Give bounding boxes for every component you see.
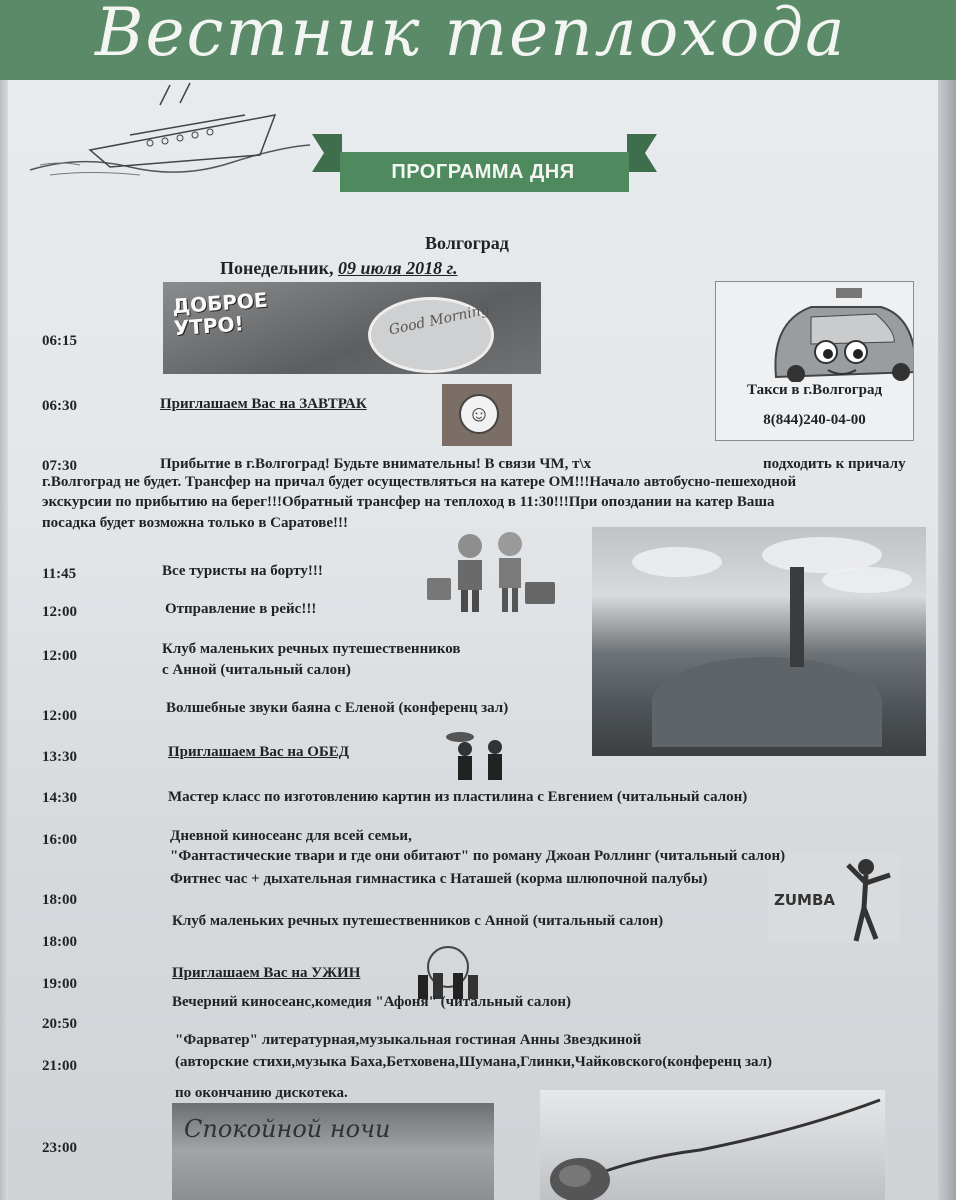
city-name: Волгоград (425, 233, 509, 253)
event-plasticine-master-class: Мастер класс по изготовлению картин из пластилина с Евгением (читальный салон) (168, 789, 748, 805)
event-lunch: Приглашаем Вас на ОБЕД (168, 744, 350, 760)
time-1330: 13:30 (42, 749, 77, 765)
time-0630: 06:30 (42, 398, 77, 414)
time-2100: 21:00 (42, 1058, 77, 1074)
tourists-image (425, 530, 565, 614)
time-0615: 06:15 (42, 333, 77, 349)
event-kids-club-line-2: с Анной (читальный салон) (162, 662, 351, 678)
event-arrival-line-4: посадка будет возможна только в Саратове!!! (42, 515, 349, 531)
date: 09 июля 2018 г. (337, 258, 458, 278)
event-farvater-line-1: "Фарватер" литературная,музыкальная гостиная Анны Звездкиной (175, 1032, 642, 1048)
event-evening-cinema: Вечерний киносеанс,комедия "Афоня" (читальный салон) (172, 994, 572, 1010)
event-kids-club-evening: Клуб маленьких речных путешественников с Анной (читальный салон) (172, 913, 664, 929)
waiters-icon (440, 727, 520, 782)
date-line (220, 258, 458, 279)
good-morning-word: ДОБРОЕ УТРО! (171, 287, 269, 341)
event-day-cinema-line-2: "Фантастические твари и где они обитают" по роману Джоан Роллинг (читальный салон) (170, 848, 786, 864)
event-arrival-line-2: г.Волгоград не будет. Трансфер на причал будет осуществляться на катере ОМ!!!Начало автобусно-пешеходной (42, 474, 797, 490)
time-1800-a: 18:00 (42, 892, 77, 908)
tourists-icon (425, 530, 565, 614)
paper-left-edge (0, 0, 8, 1200)
taxi-phone: 8(844)240-04-00 (763, 412, 866, 428)
taxi-info-box (715, 281, 914, 441)
time-1200-a: 12:00 (42, 604, 77, 620)
taxi-title: Такси в г.Волгоград (746, 382, 883, 398)
event-dinner: Приглашаем Вас на УЖИН (172, 965, 361, 981)
taxi-car-icon (716, 282, 913, 382)
time-1200-c: 12:00 (42, 708, 77, 724)
cup-script-text: Good Morning (387, 301, 491, 339)
time-1200-b: 12:00 (42, 648, 77, 664)
rose-image (540, 1090, 885, 1200)
breakfast-coffee-image (442, 384, 512, 446)
weekday: Понедельник, (220, 258, 334, 278)
time-0730: 07:30 (42, 458, 77, 474)
dinner-people-icon (413, 945, 483, 1000)
time-1430: 14:30 (42, 790, 77, 806)
time-2050: 20:50 (42, 1016, 77, 1032)
time-1800-b: 18:00 (42, 934, 77, 950)
event-departure: Отправление в рейс!!! (165, 601, 317, 617)
good-night-word: Спокойной ночи (184, 1115, 391, 1143)
volgograd-city-photo (592, 527, 926, 756)
rose-icon (540, 1090, 885, 1200)
event-all-aboard: Все туристы на борту!!! (162, 563, 323, 579)
event-day-cinema-line-1: Дневной киносеанс для всей семьи, (170, 828, 412, 844)
paper-right-edge (938, 0, 956, 1200)
time-1600: 16:00 (42, 832, 77, 848)
newsletter-title: Вестник теплохода (95, 0, 847, 71)
mamayev-kurgan-hill (652, 657, 882, 747)
event-arrival-line-3: экскурсии по прибытию на берег!!!Обратный трансфер на теплоход в 11:30!!!При опоздании на катер Ваша (42, 494, 775, 510)
time-1145: 11:45 (42, 566, 77, 582)
event-fitness: Фитнес час + дыхательная гимнастика с Наташей (корма шлюпочной палубы) (170, 871, 708, 887)
motherland-statue-icon (790, 567, 804, 667)
event-arrival-line-1: Прибытие в г.Волгоград! Будьте внимательны! В связи ЧМ, т\х (160, 456, 592, 472)
smiley-icon: ☺ (459, 394, 499, 434)
ship-sketch-icon (20, 75, 320, 185)
program-banner-label: ПРОГРАММА ДНЯ (391, 161, 575, 183)
zumba-word: ZUMBA (774, 891, 836, 909)
event-bayan: Волшебные звуки баяна с Еленой (конференц зал) (166, 700, 509, 716)
dancer-icon (768, 853, 900, 943)
zumba-image (768, 853, 900, 943)
event-arrival-line-1b: подходить к причалу (763, 456, 906, 472)
event-farvater-line-3: по окончанию дискотека. (175, 1085, 348, 1101)
event-breakfast: Приглашаем Вас на ЗАВТРАК (160, 396, 367, 412)
time-2300: 23:00 (42, 1140, 77, 1156)
time-1900: 19:00 (42, 976, 77, 992)
event-farvater-line-2: (авторские стихи,музыка Баха,Бетховена,Шумана,Глинки,Чайковского(конференц зал) (175, 1054, 773, 1070)
good-morning-image (163, 282, 541, 374)
good-night-image (172, 1103, 494, 1200)
event-kids-club-line-1: Клуб маленьких речных путешественников (162, 641, 461, 657)
